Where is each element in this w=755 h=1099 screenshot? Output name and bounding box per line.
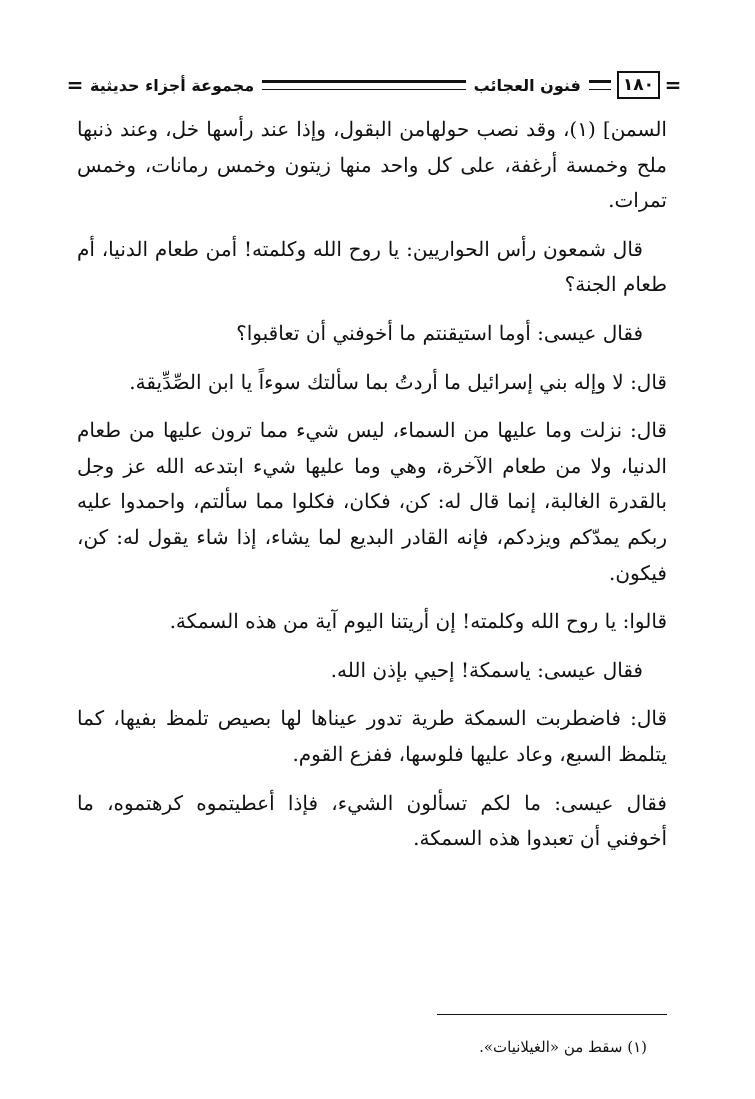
section-title: فنون العجائب: [473, 75, 581, 95]
header-ornament-right: =: [664, 73, 682, 97]
main-text: [77, 112, 667, 870]
paragraph: قال شمعون رأس الحواريين: يا روح الله وكلمته! أمن طعام الدنيا، أم طعام الجنة؟: [77, 236, 667, 297]
paragraph: قال: فاضطربت السمكة طرية تدور عيناها لها بصيص تلمظ بفيها، كما يتلمظ السبع، وعاد عليها فلوسها، ففزع القوم.: [77, 706, 667, 766]
paragraph: قال: لا وإله بني إسرائيل ما أردتُ بما سألتك سوءاً يا ابن الصِّدِّيقة.: [129, 369, 667, 394]
book-title: مجموعة أجزاء حديثية: [90, 75, 255, 95]
running-header: [64, 66, 684, 104]
paragraph: فقال عيسى: ما لكم تسألون الشيء، فإذا أعطيتموه كرهتموه، ما أخوفني أن تعبدوا هذه السمكة.: [77, 790, 667, 851]
header-rule-long: [262, 80, 465, 90]
header-ornament-left: =: [66, 73, 84, 97]
page-number: ١٨٠: [617, 71, 660, 99]
footnote-separator: [437, 1014, 667, 1015]
paragraph: فقال عيسى: ياسمكة! إحيي بإذن الله.: [330, 657, 643, 682]
paragraph: السمن] (١)، وقد نصب حولهامن البقول، وإذا عند رأسها خل، وعند ذنبها ملح وخمسة أرغفة، على كل واحد منها زيتون وخمس رمانات، وخمس تمرات.: [77, 117, 667, 213]
paragraph: قالوا: يا روح الله وكلمته! إن أريتنا اليوم آية من هذه السمكة.: [169, 609, 667, 634]
paragraph: فقال عيسى: أوما استيقنتم ما أخوفني أن تعاقبوا؟: [236, 320, 643, 345]
header-rule-short: [589, 80, 611, 90]
paragraph: قال: نزلت وما عليها من السماء، ليس شيء مما ترون عليها من طعام الدنيا، ولا من طعام الآخرة، وهي وما عليها شيء ابتدعه الله عز وجل بالقدرة الغالبة، إنما قال له: كن، فكان، فكلوا مما سألتم، واحمدوا عليه ربكم يمدّكم ويزدكم، فإنه القادر البديع لما يشاء، إذا شاء يقول له: كن، فيكون.: [77, 418, 667, 585]
footnote: (١) سقط من «الغيلانيات».: [479, 1038, 647, 1056]
